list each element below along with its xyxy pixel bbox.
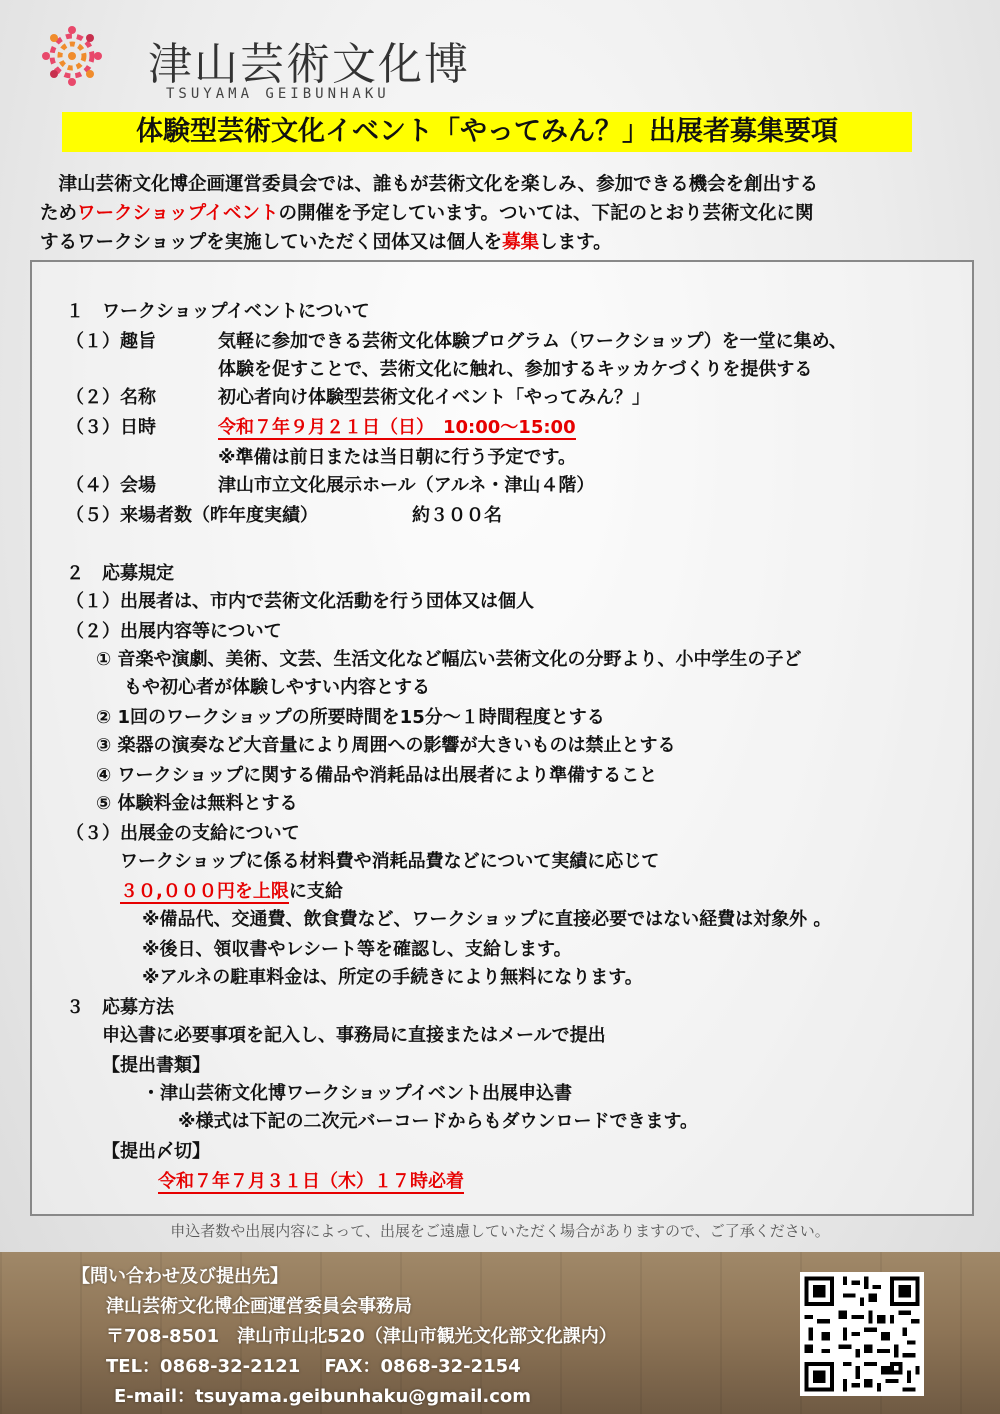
intro-paragraph	[40, 170, 970, 257]
intro-line-1: 津山芸術文化博企画運営委員会では、誰もが芸術文化を楽しみ、参加できる機会を創出する	[40, 174, 819, 195]
intro-highlight-workshop: ワークショップイベント	[77, 203, 279, 224]
intro-line-2: ためワークショップイベントの開催を予定しています。ついては、下記のとおり芸術文化に関	[40, 203, 814, 224]
s2-sub-3: ③ 楽器の演奏など大音量により周囲への影響が大きいものは禁止とする	[96, 735, 676, 756]
flower-logo-icon	[40, 24, 104, 88]
details-box	[30, 260, 974, 1216]
page-title: 体験型芸術文化イベント「やってみん？」出展者募集要項	[62, 112, 912, 152]
s1-visitors-text: 約３００名	[412, 505, 502, 526]
s2-item-3-text: ワークショップに係る材料費や消耗品費などについて実績に応じて	[120, 851, 660, 872]
s1-purpose-text-2: 体験を促すことで、芸術文化に触れ、参加するキッカケづくりを提供する	[218, 359, 813, 380]
s2-sub-5: ⑤ 体験料金は無料とする	[96, 793, 298, 814]
s1-purpose-label: （１）趣旨	[66, 331, 156, 352]
intro-line-3: するワークショップを実施していただく団体又は個人を募集します。	[40, 232, 612, 253]
qr-code-icon[interactable]	[800, 1272, 924, 1396]
s2-item-3: （３）出展金の支給について	[66, 823, 300, 844]
s3-doc-1: ・津山芸術文化博ワークショップイベント出展申込書	[142, 1083, 573, 1104]
section-3-heading: ３ 応募方法	[66, 997, 174, 1018]
s1-visitors-label: （５）来場者数（昨年度実績）	[66, 505, 318, 526]
s1-date-label: （３）日時	[66, 417, 156, 438]
contact-heading: 【問い合わせ及び提出先】	[72, 1266, 288, 1287]
intro-highlight-recruit: 募集	[502, 232, 540, 253]
contact-address: 〒708-8501 津山市山北520（津山市観光文化部文化課内）	[106, 1326, 617, 1347]
s1-date-text: 令和７年９月２１日（日） 10:00～15:00	[218, 417, 576, 438]
s1-venue-label: （４）会場	[66, 475, 156, 496]
logo-title: 津山芸術文化博	[148, 39, 470, 90]
s2-item-3-cap: ３０,０００円を上限に支給	[120, 881, 343, 902]
section-1-heading: １ ワークショップイベントについて	[66, 301, 370, 322]
s2-item-2: （２）出展内容等について	[66, 621, 282, 642]
s1-name-label: （２）名称	[66, 387, 156, 408]
s1-purpose-text: 気軽に参加できる芸術文化体験プログラム（ワークショップ）を一堂に集め、	[218, 331, 847, 352]
contact-email[interactable]: E-mail：tsuyama.geibunhaku@gmail.com	[114, 1386, 532, 1407]
s3-doc-1-note: ※様式は下記の二次元バーコードからもダウンロードできます。	[178, 1111, 699, 1132]
s1-date-note: ※準備は前日または当日朝に行う予定です。	[218, 447, 577, 468]
s2-sub-2: ② 1回のワークショップの所要時間を15分～１時間程度とする	[96, 707, 605, 728]
s3-deadline: 令和７年７月３１日（木）１７時必着	[158, 1171, 464, 1192]
s2-item-1: （１）出展者は、市内で芸術文化活動を行う団体又は個人	[66, 591, 534, 612]
s2-note-1: ※備品代、交通費、飲食費など、ワークショップに直接必要ではない経費は対象外 。	[142, 909, 832, 930]
header	[40, 18, 640, 102]
logo-subtitle: TSUYAMA GEIBUNHAKU	[166, 86, 390, 102]
s3-deadline-label: 【提出〆切】	[102, 1141, 210, 1162]
disclaimer-note: 申込者数や出展内容によって、出展をご遠慮していただく場合がありますので、ご了承ください。	[170, 1222, 830, 1240]
s3-docs-label: 【提出書類】	[102, 1055, 210, 1076]
contact-org: 津山芸術文化博企画運営委員会事務局	[106, 1296, 412, 1317]
s1-venue-text: 津山市立文化展示ホール（アルネ・津山４階）	[218, 475, 595, 496]
s2-note-2: ※後日、領収書やレシート等を確認し、支給します。	[142, 939, 572, 960]
contact-phone: TEL：0868-32-2121 FAX：0868-32-2154	[106, 1356, 521, 1377]
contact-footer	[0, 1252, 1000, 1414]
subsidy-cap: ３０,０００円を上限	[120, 881, 289, 902]
s2-sub-1-cont: もや初心者が体験しやすい内容とする	[124, 677, 430, 698]
s2-sub-4: ④ ワークショップに関する備品や消耗品は出展者により準備すること	[96, 765, 658, 786]
s1-name-text: 初心者向け体験型芸術文化イベント「やってみん？」	[218, 387, 650, 408]
section-2-heading: ２ 応募規定	[66, 563, 174, 584]
s3-method: 申込書に必要事項を記入し、事務局に直接またはメールで提出	[102, 1025, 606, 1046]
s2-note-3: ※アルネの駐車料金は、所定の手続きにより無料になります。	[142, 967, 643, 988]
s2-sub-1: ① 音楽や演劇、美術、文芸、生活文化など幅広い芸術文化の分野より、小中学生の子ど	[96, 649, 802, 670]
